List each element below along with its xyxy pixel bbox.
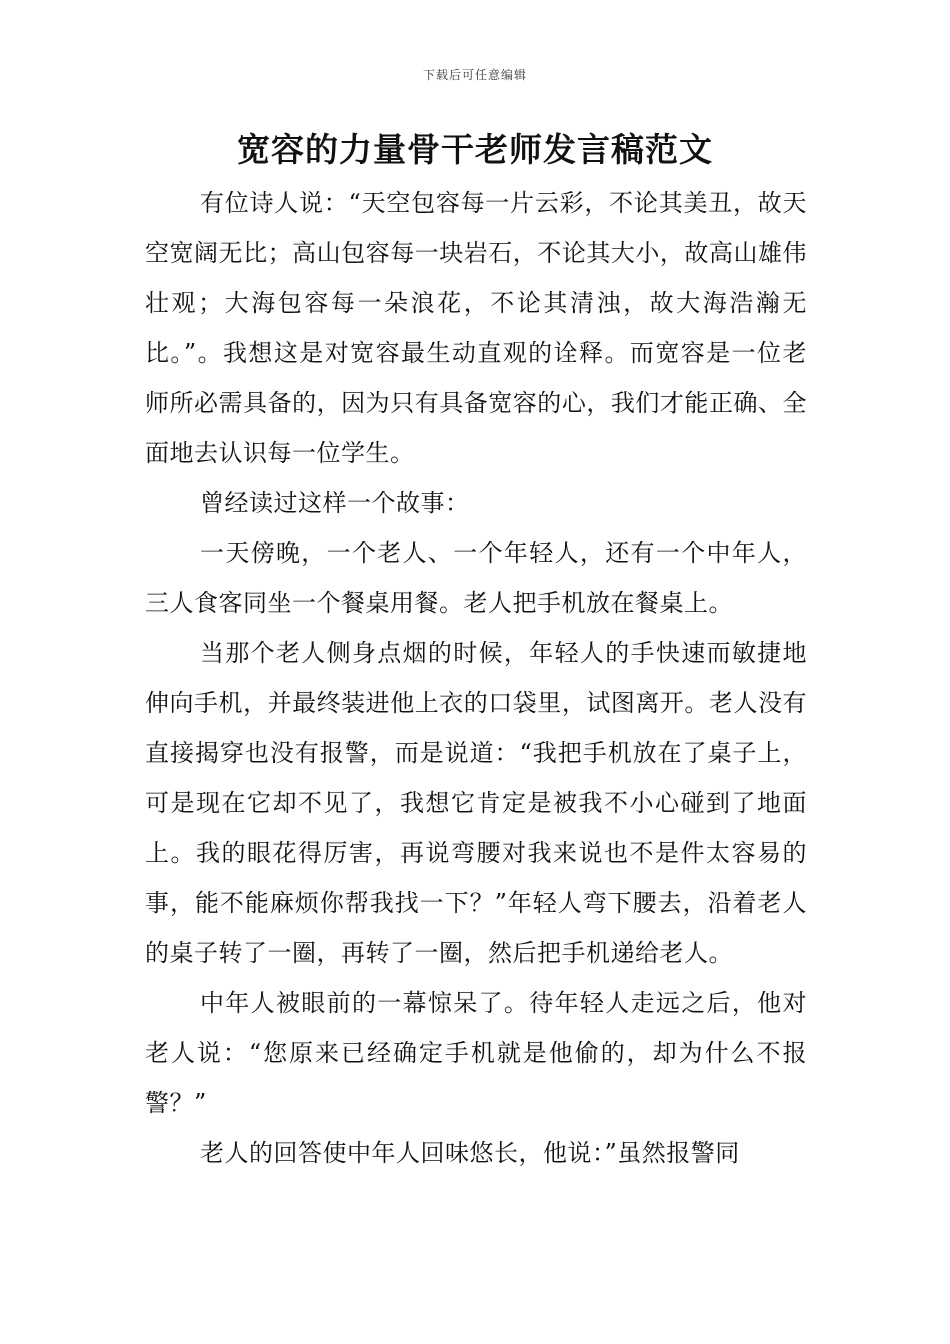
paragraph: 老人的回答使中年人回味悠长，他说：”虽然报警同 — [200, 1139, 740, 1167]
document-body — [145, 178, 807, 1178]
paragraph: 有位诗人说：“天空包容每一片云彩，不论其美丑，故天空宽阔无比；高山包容每一块岩石，不论其大小，故高山雄伟壮观；大海包容每一朵浪花，不论其清浊，故大海浩瀚无比。”。我想这是对宽容最生动直观的诠释。而宽容是一位老师所必需具备的，因为只有具备宽容的心，我们才能正确、全面地去认识每一位学生。 — [145, 189, 807, 467]
paragraph: 当那个老人侧身点烟的时候，年轻人的手快速而敏捷地伸向手机，并最终装进他上衣的口袋里，试图离开。老人没有直接揭穿也没有报警，而是说道：“我把手机放在了桌子上，可是现在它却不见了，我想它肯定是被我不小心碰到了地面上。我的眼花得厉害，再说弯腰对我来说也不是件太容易的事，能不能麻烦你帮我找一下？”年轻人弯下腰去，沿着老人的桌子转了一圈，再转了一圈，然后把手机递给老人。 — [145, 639, 807, 967]
paragraph: 一天傍晚，一个老人、一个年轻人，还有一个中年人，三人食客同坐一个餐桌用餐。老人把手机放在餐桌上。 — [145, 539, 807, 617]
document-title: 宽容的力量骨干老师发言稿范文 — [237, 130, 713, 169]
paragraph: 中年人被眼前的一幕惊呆了。待年轻人走远之后，他对老人说：“您原来已经确定手机就是他偷的，却为什么不报警？” — [145, 989, 807, 1117]
header-note: 下载后可任意编辑 — [422, 68, 527, 82]
paragraph: 曾经读过这样一个故事： — [200, 489, 470, 517]
